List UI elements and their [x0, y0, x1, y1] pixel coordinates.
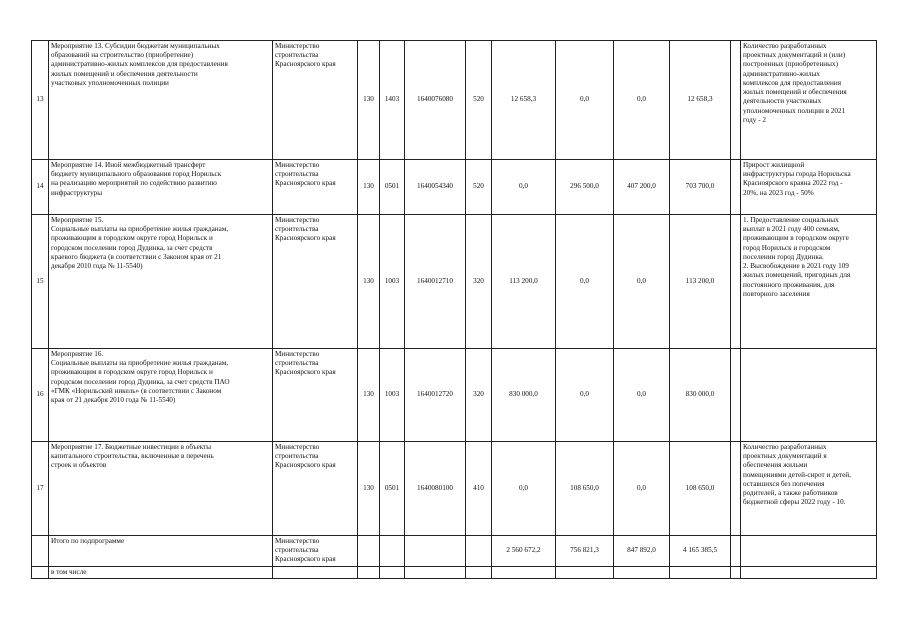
measure-name: Мероприятие 15. Социальные выплаты на приобретение жилья гражданам, проживающим в городском округе город Норильск и городском поселении город Дудинка, за счет средств краевого бюджета (в соответствии с Законом края от 21 декабря 2010 года № 11-5540)	[49, 215, 273, 349]
total-amount-2021: 2 560 672,2	[492, 536, 556, 567]
row-number: 17	[32, 442, 49, 536]
amount-total: 703 700,0	[670, 160, 731, 215]
spacer-cell	[731, 41, 741, 160]
rzpr-code	[380, 566, 405, 578]
amount-2021	[492, 566, 556, 578]
table-row	[32, 349, 877, 442]
amount-total: 108 650,0	[670, 442, 731, 536]
vr-code	[466, 536, 492, 567]
spacer-cell	[731, 536, 741, 567]
spacer-cell	[731, 160, 741, 215]
table-row	[32, 41, 877, 160]
row-number	[32, 536, 49, 567]
amount-2023: 0,0	[614, 442, 670, 536]
grbs-code	[358, 566, 380, 578]
amount-2023: 0,0	[614, 41, 670, 160]
executor	[273, 566, 358, 578]
rzpr-code	[380, 536, 405, 567]
rzpr-code: 1403	[380, 41, 405, 160]
expected-result: Прирост жилищной инфраструктуры города Норильска Красноярского краяна 2022 год - 20%, на 2023 год - 50%	[741, 160, 877, 215]
amount-2022: 296 500,0	[556, 160, 614, 215]
grbs-code: 130	[358, 442, 380, 536]
row-number: 16	[32, 349, 49, 442]
row-number: 13	[32, 41, 49, 160]
row-number	[32, 566, 49, 578]
grbs-code: 130	[358, 215, 380, 349]
csr-code: 1640080100	[405, 442, 466, 536]
spacer-cell	[731, 349, 741, 442]
vr-code: 520	[466, 160, 492, 215]
table-row	[32, 215, 877, 349]
executor: Министерство строительства Красноярского края	[273, 215, 358, 349]
including-label: в том числе	[49, 566, 273, 578]
amount-total: 830 000,0	[670, 349, 731, 442]
amount-2022	[556, 566, 614, 578]
rzpr-code: 1003	[380, 215, 405, 349]
measure-name: Мероприятие 13. Субсидии бюджетам муниципальных образований на строительство (приобретение) административно-жилых комплексов для предоставления жилых помещений и обеспечения деятельности участковых уполномоченных полиции	[49, 41, 273, 160]
amount-2023: 0,0	[614, 215, 670, 349]
expected-result: Количество разработанных проектных документаций и (или) построенных (приобретенных) административно-жилых комплексов для предоставления жилых помещений и обеспечения деятельности участковых уполномоченных полиции в 2021 году - 2	[741, 41, 877, 160]
spacer-cell	[731, 566, 741, 578]
expected-result	[741, 536, 877, 567]
total-executor: Министерство строительства Красноярского края	[273, 536, 358, 567]
amount-2022: 0,0	[556, 215, 614, 349]
grbs-code	[358, 536, 380, 567]
rzpr-code: 0501	[380, 442, 405, 536]
expected-result	[741, 566, 877, 578]
table-row	[32, 160, 877, 215]
table-row	[32, 442, 877, 536]
csr-code: 1640076080	[405, 41, 466, 160]
csr-code	[405, 566, 466, 578]
vr-code: 320	[466, 349, 492, 442]
amount-2021: 0,0	[492, 160, 556, 215]
amount-2022: 108 650,0	[556, 442, 614, 536]
measure-name: Мероприятие 14. Иной межбюджетный трансферт бюджету муниципального образования город Норильск на реализацию мероприятий по содействию развитию инфраструктуры	[49, 160, 273, 215]
vr-code: 520	[466, 41, 492, 160]
amount-2021: 113 200,0	[492, 215, 556, 349]
measure-name: Мероприятие 16. Социальные выплаты на приобретение жилья гражданам, проживающим в городском округе город Норильск и городском поселении город Дудинка, за счет средств ПАО «ГМК «Норильский никель» (в соответствии с Законом края от 21 декабря 2010 года № 11-5540)	[49, 349, 273, 442]
row-number: 15	[32, 215, 49, 349]
executor: Министерство строительства Красноярского края	[273, 160, 358, 215]
vr-code: 410	[466, 442, 492, 536]
amount-2021: 830 000,0	[492, 349, 556, 442]
csr-code: 1640012710	[405, 215, 466, 349]
executor: Министерство строительства Красноярского края	[273, 349, 358, 442]
amount-total: 12 658,3	[670, 41, 731, 160]
total-amount-2022: 756 821,3	[556, 536, 614, 567]
amount-2023: 0,0	[614, 349, 670, 442]
amount-total	[670, 566, 731, 578]
grbs-code: 130	[358, 41, 380, 160]
total-row	[32, 536, 877, 567]
rzpr-code: 1003	[380, 349, 405, 442]
csr-code	[405, 536, 466, 567]
total-amount-2023: 847 892,0	[614, 536, 670, 567]
csr-code: 1640054340	[405, 160, 466, 215]
row-number: 14	[32, 160, 49, 215]
expected-result: Количество разработанных проектных документаций я обеспечения жильми помещениями детей-сирот и детей, оставшихся без попечения родителей, а также работников бюджетной сферы 2022 году - 10.	[741, 442, 877, 536]
vr-code: 320	[466, 215, 492, 349]
rzpr-code: 0501	[380, 160, 405, 215]
spacer-cell	[731, 442, 741, 536]
subprogram-measures-table	[31, 40, 877, 579]
amount-2021: 12 658,3	[492, 41, 556, 160]
executor: Министерство строительства Красноярского края	[273, 41, 358, 160]
amount-2021: 0,0	[492, 442, 556, 536]
amount-2023	[614, 566, 670, 578]
amount-2023: 407 200,0	[614, 160, 670, 215]
amount-total: 113 200,0	[670, 215, 731, 349]
expected-result	[741, 349, 877, 442]
executor: Министерство строительства Красноярского края	[273, 442, 358, 536]
vr-code	[466, 566, 492, 578]
expected-result: 1. Предоставление социальных выплат в 2021 году 400 семьям, проживающим в городском округе город Норильск и городском поселении город Дудинка. 2. Высвобождение в 2021 году 109 жилых помещений, пригодных для постоянного проживания, для повторного заселения	[741, 215, 877, 349]
amount-2022: 0,0	[556, 349, 614, 442]
total-amount-all: 4 165 385,5	[670, 536, 731, 567]
total-label: Итого по подпрограмме	[49, 536, 273, 567]
spacer-cell	[731, 215, 741, 349]
measure-name: Мероприятие 17. Бюджетные инвестиции в объекты капитального строительства, включенные в перечень строек и объектов	[49, 442, 273, 536]
csr-code: 1640012720	[405, 349, 466, 442]
including-row	[32, 566, 877, 578]
grbs-code: 130	[358, 160, 380, 215]
grbs-code: 130	[358, 349, 380, 442]
amount-2022: 0,0	[556, 41, 614, 160]
